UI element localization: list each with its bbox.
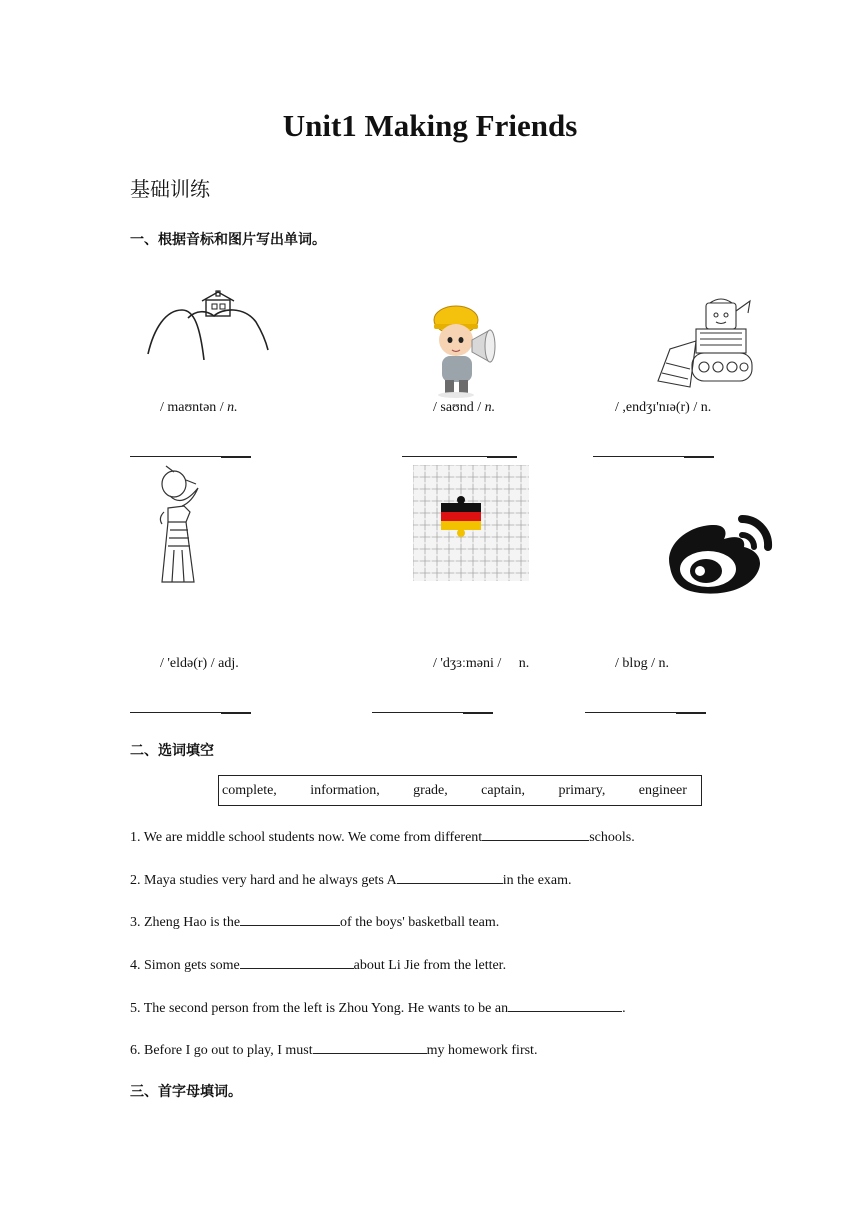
weibo-logo-icon bbox=[660, 505, 780, 597]
sentence-3: 3. Zheng Hao is the of the boys' basketball team. bbox=[130, 911, 499, 931]
answer-blank-6[interactable] bbox=[585, 712, 706, 713]
word-bank-item: grade, bbox=[413, 782, 448, 798]
word-bank-item: complete, bbox=[222, 782, 277, 798]
fill-blank-5[interactable] bbox=[508, 997, 622, 1012]
phonetic-1: / maʊntən / n. bbox=[160, 400, 238, 415]
word-bank-item: engineer bbox=[638, 782, 687, 798]
page-title: Unit1 Making Friends bbox=[282, 108, 578, 143]
answer-blank-4[interactable] bbox=[130, 712, 251, 713]
answer-blank-2[interactable] bbox=[402, 456, 517, 457]
word-bank-item: information, bbox=[310, 782, 380, 798]
word-bank bbox=[218, 775, 702, 806]
sentence-5: 5. The second person from the left is Zhou Yong. He wants to be an . bbox=[130, 997, 626, 1017]
fill-blank-1[interactable] bbox=[482, 826, 589, 841]
part1-heading: 一、根据音标和图片写出单词。 bbox=[130, 232, 326, 248]
phonetic-4: / 'eldə(r) / adj. bbox=[160, 656, 239, 671]
mountain-house-icon bbox=[144, 288, 272, 360]
old-man-icon bbox=[152, 462, 212, 586]
word-bank-item: primary, bbox=[558, 782, 606, 798]
answer-blank-3[interactable] bbox=[593, 456, 714, 457]
bulldozer-worker-icon bbox=[656, 297, 756, 391]
sentence-4: 4. Simon gets some about Li Jie from the letter. bbox=[130, 954, 506, 974]
fill-blank-4[interactable] bbox=[240, 954, 354, 969]
section-heading: 基础训练 bbox=[130, 177, 210, 201]
phonetic-2: / saʊnd / n. bbox=[433, 400, 496, 415]
boy-megaphone-icon bbox=[428, 296, 500, 400]
phonetic-6: / blɒg / n. bbox=[615, 656, 669, 671]
sentence-1: 1. We are middle school students now. We come from different schools. bbox=[130, 826, 635, 846]
part2-heading: 二、选词填空 bbox=[130, 743, 214, 759]
answer-blank-1[interactable] bbox=[130, 456, 251, 457]
phonetic-3: / ,endʒɪ'nɪə(r) / n. bbox=[615, 400, 712, 415]
sentence-2: 2. Maya studies very hard and he always gets A in the exam. bbox=[130, 869, 572, 889]
part3-heading: 三、首字母填词。 bbox=[130, 1084, 242, 1100]
fill-blank-2[interactable] bbox=[397, 869, 503, 884]
answer-blank-5[interactable] bbox=[372, 712, 493, 713]
fill-blank-3[interactable] bbox=[240, 911, 340, 926]
fill-blank-6[interactable] bbox=[313, 1039, 427, 1054]
germany-puzzle-icon bbox=[413, 465, 529, 581]
sentence-6: 6. Before I go out to play, I must my homework first. bbox=[130, 1039, 537, 1059]
word-bank-item: captain, bbox=[481, 782, 526, 798]
phonetic-5: / 'dʒɜːməni / n. bbox=[433, 656, 530, 671]
